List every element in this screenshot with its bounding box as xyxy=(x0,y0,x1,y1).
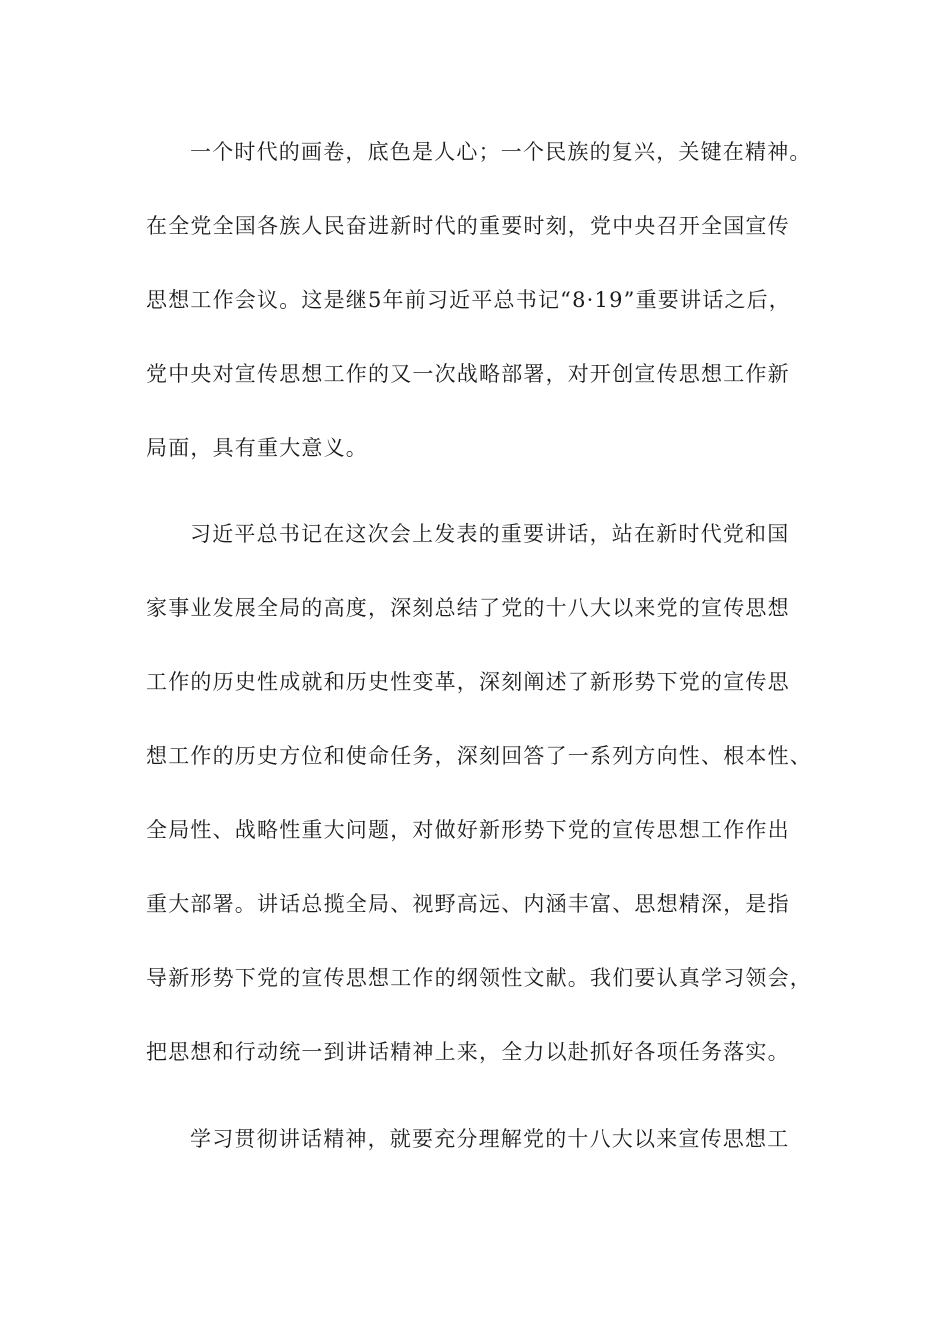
text-line: 家事业发展全局的高度，深刻总结了党的十八大以来党的宣传思想 xyxy=(146,596,790,620)
text-line: 局面，具有重大意义。 xyxy=(146,436,368,460)
text-line: 全局性、战略性重大问题，对做好新形势下党的宣传思想工作作出 xyxy=(146,818,790,842)
text-line: 党中央对宣传思想工作的又一次战略部署，对开创宣传思想工作新 xyxy=(146,362,790,386)
text-line: 一个时代的画卷，底色是人心；一个民族的复兴，关键在精神。 xyxy=(190,140,812,164)
text-line: 学习贯彻讲话精神，就要充分理解党的十八大以来宣传思想工 xyxy=(190,1127,790,1151)
text-line: 在全党全国各族人民奋进新时代的重要时刻，党中央召开全国宣传 xyxy=(146,214,790,238)
text-line: 想工作的历史方位和使命任务，深刻回答了一系列方向性、根本性、 xyxy=(146,744,812,768)
text-line: 思想工作会议。这是继5年前习近平总书记“8·19”重要讲话之后， xyxy=(146,288,791,312)
text-line: 工作的历史性成就和历史性变革，深刻阐述了新形势下党的宣传思 xyxy=(146,670,790,694)
text-line: 把思想和行动统一到讲话精神上来，全力以赴抓好各项任务落实。 xyxy=(146,1040,790,1064)
text-line: 习近平总书记在这次会上发表的重要讲话，站在新时代党和国 xyxy=(190,522,790,546)
text-line: 导新形势下党的宣传思想工作的纲领性文献。我们要认真学习领会， xyxy=(146,966,812,990)
text-line: 重大部署。讲话总揽全局、视野高远、内涵丰富、思想精深，是指 xyxy=(146,892,790,916)
